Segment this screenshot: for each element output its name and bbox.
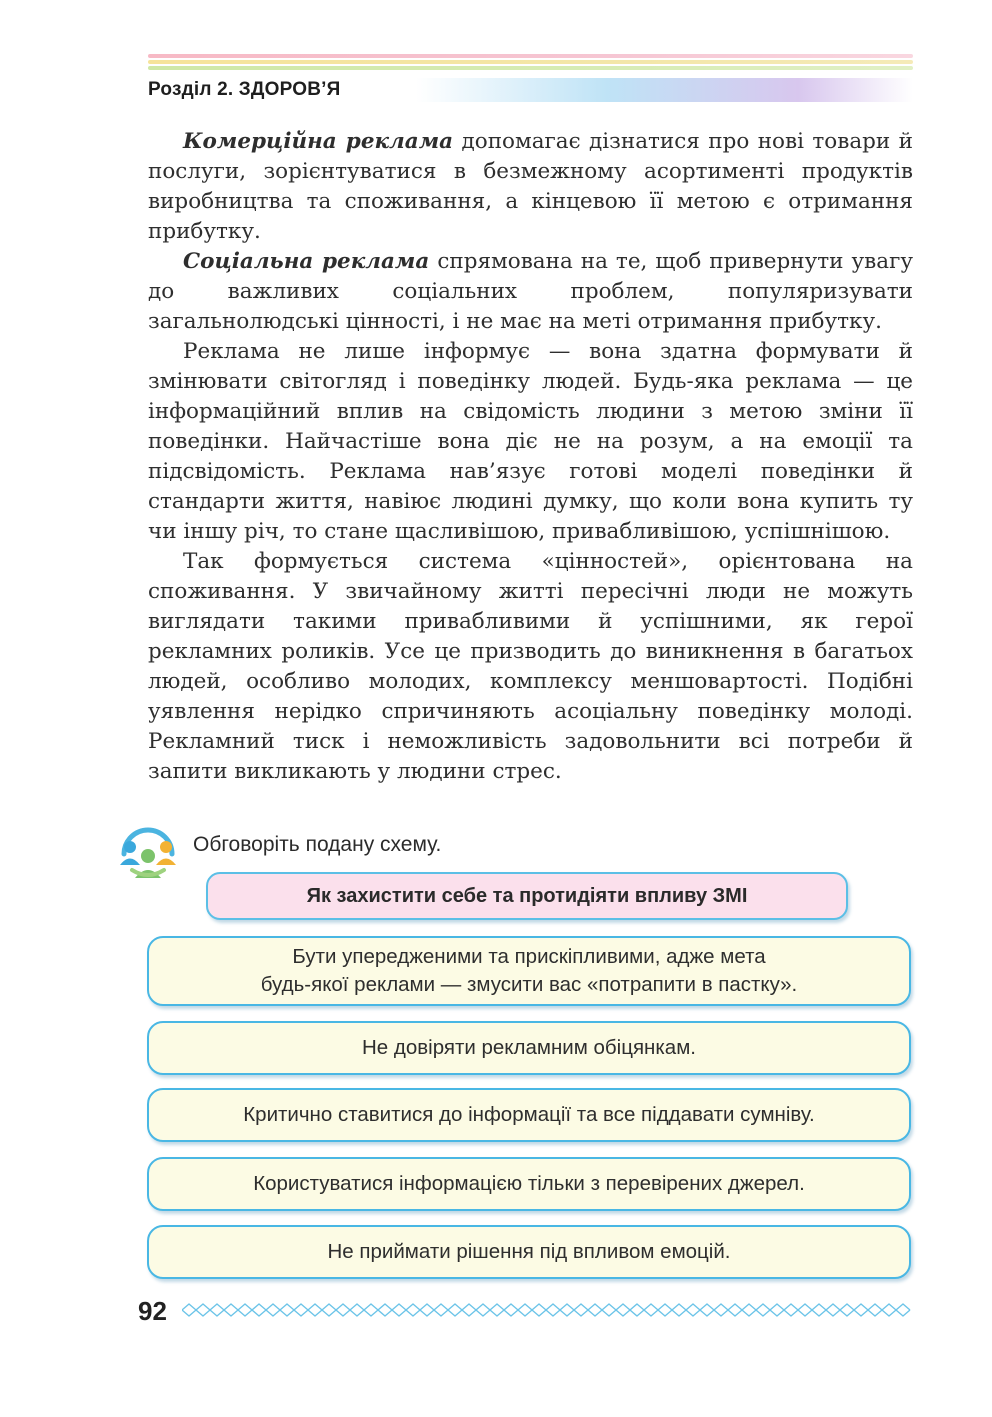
paragraph-ad-influence: Реклама не лише інформує — вона здатна формувати й змінювати світогляд і поведінку людей. Будь-яка реклама — це інформаційний вплив на свідомість людини з метою зміни її поведінки. Найчастіше вона діє не на розум, а на емоції та підсвідомість. Реклама нав’язує готові моделі поведінки й стандарти життя, навіює людині думку, що коли вона купить ту чи іншу річ, то стане щасливішою, привабливішою, успішнішою. — [148, 339, 913, 544]
scheme-item: Не довіряти рекламним обіцянкам. — [147, 1021, 911, 1075]
header-decoration-stripes — [148, 54, 913, 74]
page-number: 92 — [138, 1296, 167, 1326]
term-commercial-ad: Комерційна реклама — [183, 129, 454, 154]
body-text — [148, 127, 913, 787]
footer-decorative-pattern — [182, 1303, 914, 1317]
scheme-item: Не приймати рішення під впливом емоцій. — [147, 1225, 911, 1279]
paragraph-commercial-ad: Комерційна реклама допомагає дізнатися про нові товари й послуги, зорієнтуватися в безмежному асортименті продуктів виробництва та споживання, а кінцевою її метою є отримання прибутку. — [148, 129, 913, 244]
paragraph-value-system: Так формується система «цінностей», орієнтована на споживання. У звичайному житті пересічні люди не можуть виглядати такими привабливими й успішними, як герої рекламних роликів. Усе це призводить до виникнення в багатьох людей, особливо молодих, комплексу меншовартості. Подібні уявлення нерідко спричиняють асоціальну поведінку молоді. Рекламний тиск і неможливість задовольнити всі потреби й запити викликають у людини стрес. — [148, 549, 913, 784]
group-discussion-icon — [116, 820, 180, 880]
scheme-item: Користуватися інформацією тільки з перевірених джерел. — [147, 1157, 911, 1211]
discussion-prompt: Обговоріть подану схему. — [193, 833, 442, 856]
scheme-item: Бути упередженими та прискіпливими, адже мета будь-якої реклами — змусити вас «потрапити в пастку». — [147, 936, 911, 1006]
scheme-title: Як захистити себе та протидіяти впливу ЗМІ — [206, 872, 848, 920]
term-social-ad: Соціальна реклама — [183, 249, 430, 274]
paragraph-social-ad: Соціальна реклама спрямована на те, щоб привернути увагу до важливих соціальних проблем, популяризувати загальнолюдські цінності, і не має на меті отримання прибутку. — [148, 249, 913, 334]
section-title: Розділ 2. ЗДОРОВ’Я — [148, 79, 341, 100]
scheme-item: Критично ставитися до інформації та все піддавати сумніву. — [147, 1088, 911, 1142]
